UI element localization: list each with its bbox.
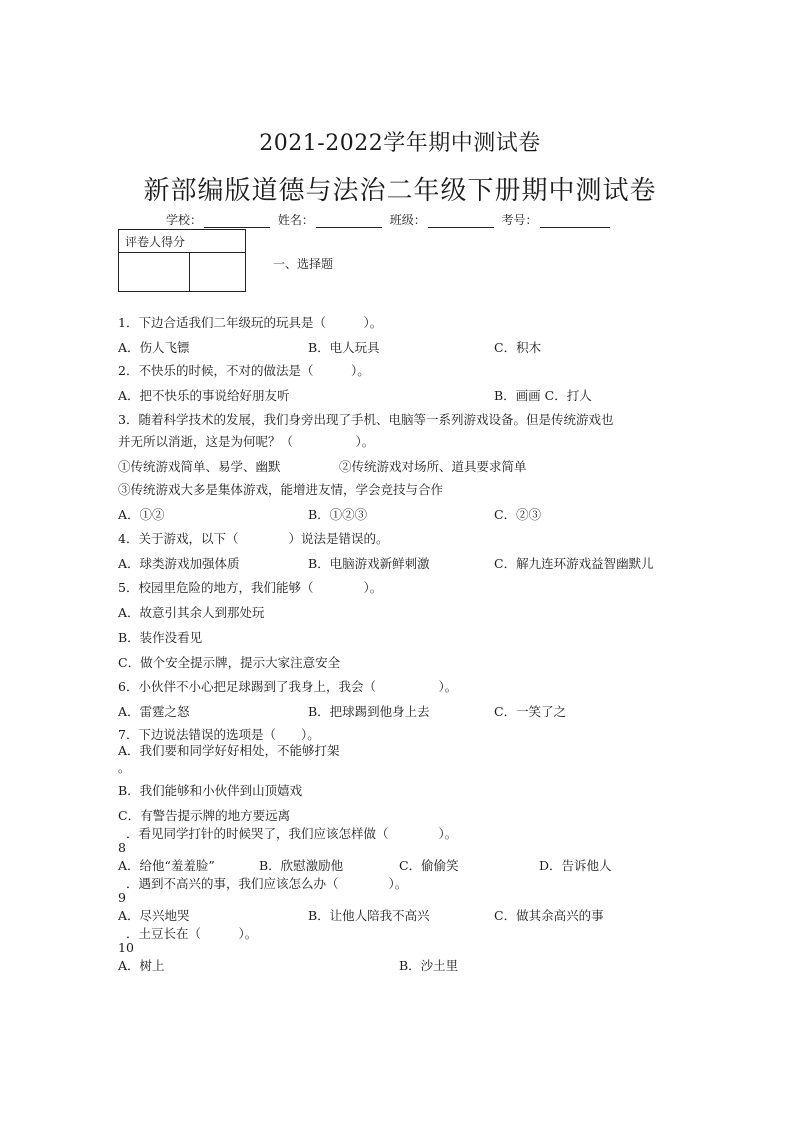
q4-option-a[interactable]: A．球类游戏加强体质 [118, 556, 240, 571]
q8-option-d[interactable]: D．告诉他人 [539, 858, 612, 873]
class-label: 班级： [389, 213, 426, 227]
question-8-stem: ．看见同学打针的时候哭了，我们应该怎样做（ ）。 [126, 826, 458, 841]
score-table [118, 229, 246, 292]
q6-option-a[interactable]: A．雷霆之怒 [118, 704, 190, 719]
q3-option-b[interactable]: B．①②③ [308, 507, 368, 522]
q1-option-b[interactable]: B．电人玩具 [308, 340, 380, 355]
grader-cell[interactable] [119, 253, 190, 292]
exam-main-title: 新部编版道德与法治二年级下册期中测试卷 [143, 176, 657, 206]
q6-option-c[interactable]: C．一笑了之 [494, 704, 567, 719]
question-7-stem: 7．下边说法错误的选项是（ ）。 [118, 727, 320, 742]
question-8-number: 8 [118, 840, 126, 855]
exam-no-field[interactable] [540, 215, 610, 228]
q7-option-c[interactable]: C．有警告提示牌的地方要远离 [118, 808, 291, 823]
name-label: 姓名： [277, 213, 314, 227]
q8-option-a[interactable]: A．给他“羞羞脸” [118, 858, 215, 873]
q2-option-a[interactable]: A．把不快乐的事说给好朋友听 [118, 388, 290, 403]
question-9-stem: ．遇到不高兴的事，我们应该怎么办（ ）。 [126, 876, 408, 891]
q10-option-a[interactable]: A．树上 [118, 958, 165, 973]
question-6-stem: 6．小伙伴不小心把足球踢到了我身上，我会（ ）。 [118, 679, 458, 694]
q5-option-c[interactable]: C．做个安全提示牌，提示大家注意安全 [118, 655, 341, 670]
q8-option-b[interactable]: B．欣慰激励他 [259, 858, 344, 873]
q6-option-b[interactable]: B．把球踢到他身上去 [308, 704, 430, 719]
q3-statement-1: ①传统游戏简单、易学、幽默 [118, 459, 281, 474]
q1-option-a[interactable]: A．伤人飞镖 [118, 340, 190, 355]
question-4-stem: 4．关于游戏，以下（ ）说法是错误的。 [118, 531, 389, 546]
student-info-row [166, 211, 614, 228]
question-10-number: 10 [118, 940, 134, 955]
q9-option-c[interactable]: C．做其余高兴的事 [494, 908, 604, 923]
q5-option-a[interactable]: A．故意引其余人到那处玩 [118, 605, 265, 620]
question-3-stem-line1: 3．随着科学技术的发展，我们身旁出现了手机、电脑等一系列游戏设备。但是传统游戏也 [118, 412, 614, 427]
exam-no-label: 考号： [501, 213, 538, 227]
school-label: 学校： [166, 213, 203, 227]
q1-option-c[interactable]: C．积木 [494, 340, 542, 355]
question-1-stem: 1．下边合适我们二年级玩的玩具是（ ）。 [118, 315, 383, 330]
class-field[interactable] [428, 215, 494, 228]
q3-option-a[interactable]: A．①② [118, 507, 165, 522]
q4-option-c[interactable]: C．解九连环游戏益智幽默儿 [494, 556, 654, 571]
score-table-header: 评卷人得分 [119, 230, 246, 253]
question-2-stem: 2．不快乐的时候，不对的做法是（ ）。 [118, 363, 370, 378]
q8-option-c[interactable]: C．偷偷笑 [399, 858, 459, 873]
q9-option-a[interactable]: A．尽兴地哭 [118, 908, 190, 923]
exam-year-title: 2021-2022学年期中测试卷 [259, 131, 541, 156]
q7-option-b[interactable]: B．我们能够和小伙伴到山顶嬉戏 [118, 783, 303, 798]
q10-option-b[interactable]: B．沙土里 [399, 958, 459, 973]
q9-option-b[interactable]: B．让他人陪我不高兴 [308, 908, 430, 923]
q2-option-bc[interactable]: B．画画 C．打人 [494, 388, 592, 403]
question-10-stem: ．土豆长在（ ）。 [126, 926, 258, 941]
q4-option-b[interactable]: B．电脑游戏新鲜刺激 [308, 556, 430, 571]
q3-statement-3: ③传统游戏大多是集体游戏，能增进友情，学会竞技与合作 [118, 482, 444, 497]
question-3-stem-line2: 并无所以消逝，这是为何呢？（ ）。 [118, 434, 375, 449]
q5-option-b[interactable]: B．装作没看见 [118, 630, 203, 645]
school-field[interactable] [204, 215, 270, 228]
q3-statement-2: ②传统游戏对场所、道具要求简单 [339, 459, 527, 474]
score-cell[interactable] [190, 253, 246, 292]
section-title: 一、选择题 [273, 257, 334, 271]
question-5-stem: 5．校园里危险的地方，我们能够（ ）。 [118, 580, 383, 595]
q3-option-c[interactable]: C．②③ [494, 507, 542, 522]
question-9-number: 9 [118, 890, 126, 905]
q7-option-a[interactable]: A．我们要和同学好好相处，不能够打架 [118, 743, 340, 758]
name-field[interactable] [316, 215, 382, 228]
q7-stray-period: 。 [118, 760, 131, 775]
